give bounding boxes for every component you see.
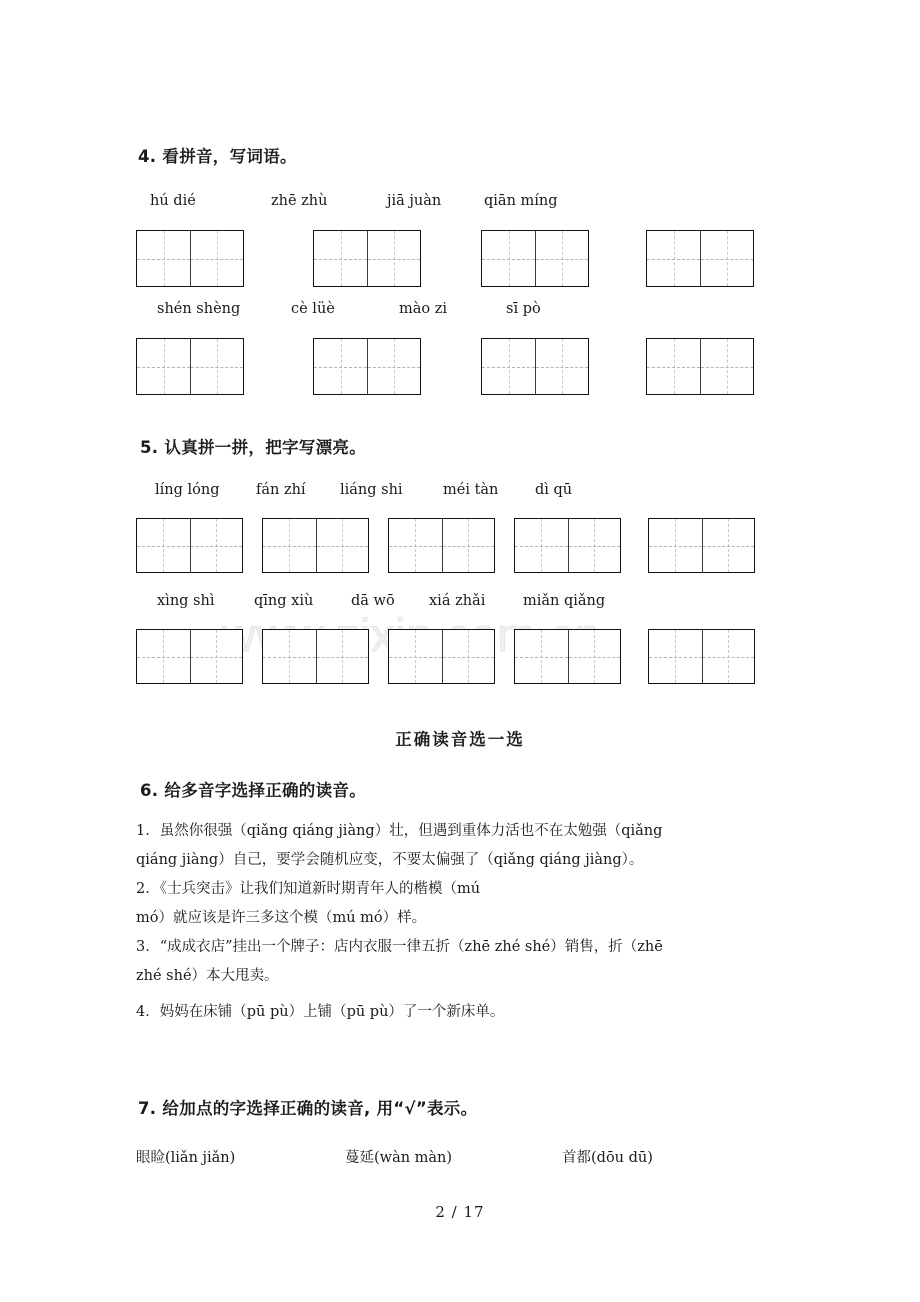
- grid-cell[interactable]: [367, 339, 420, 394]
- writing-grid[interactable]: [262, 518, 369, 573]
- writing-grid[interactable]: [648, 518, 755, 573]
- pinyin-label: cè lüè: [291, 301, 335, 317]
- grid-cell[interactable]: [314, 231, 367, 286]
- grid-cell[interactable]: [515, 630, 568, 683]
- grid-cell[interactable]: [515, 519, 568, 572]
- grid-cell[interactable]: [702, 630, 755, 683]
- grid-cell[interactable]: [316, 630, 369, 683]
- writing-grid[interactable]: [646, 230, 754, 287]
- question-6-heading: 6. 给多音字选择正确的读音。: [140, 781, 366, 800]
- grid-cell[interactable]: [263, 519, 316, 572]
- grid-cell[interactable]: [314, 339, 367, 394]
- pinyin-label: shén shèng: [157, 301, 241, 317]
- pinyin-label: dì qū: [535, 482, 573, 498]
- grid-cell[interactable]: [649, 630, 702, 683]
- grid-cell[interactable]: [190, 519, 243, 572]
- pinyin-row-4-1: [0, 193, 920, 215]
- question-7-item[interactable]: 首都(dōu dū): [562, 1150, 653, 1166]
- question-5-heading: 5. 认真拼一拼，把字写漂亮。: [140, 438, 366, 457]
- grid-cell[interactable]: [700, 231, 753, 286]
- pinyin-row-5-1: [0, 482, 920, 504]
- pinyin-label: hú dié: [150, 193, 196, 209]
- grid-cell[interactable]: [389, 519, 442, 572]
- grid-cell[interactable]: [649, 519, 702, 572]
- grid-cell[interactable]: [702, 519, 755, 572]
- grid-cell[interactable]: [190, 339, 243, 394]
- writing-grid[interactable]: [481, 230, 589, 287]
- pinyin-label: liáng shi: [340, 482, 403, 498]
- pinyin-label: jiā juàn: [387, 193, 442, 209]
- pinyin-label: mào zi: [399, 301, 448, 317]
- grid-cell[interactable]: [137, 630, 190, 683]
- grid-cell[interactable]: [190, 231, 243, 286]
- question-6-line: 3．“成成衣店”挂出一个牌子：店内衣服一律五折（zhē zhé shé）销售，折（zhē: [136, 939, 663, 955]
- question-6-line: 2．《士兵突击》让我们知道新时期青年人的楷模（mú: [136, 881, 481, 897]
- writing-grid[interactable]: [388, 518, 495, 573]
- section-banner-title: 正确读音选一选: [395, 730, 525, 749]
- grid-cell[interactable]: [647, 339, 700, 394]
- pinyin-row-4-2: [0, 301, 920, 323]
- pinyin-row-5-2: [0, 593, 920, 615]
- writing-grid[interactable]: [646, 338, 754, 395]
- grid-cell[interactable]: [389, 630, 442, 683]
- writing-grid[interactable]: [136, 518, 243, 573]
- grid-cell[interactable]: [316, 519, 369, 572]
- question-7-items: [0, 1146, 920, 1170]
- pinyin-label: xìng shì: [157, 593, 215, 609]
- grid-cell[interactable]: [190, 630, 243, 683]
- question-6-line: 1．虽然你很强（qiǎng qiáng jiàng）壮，但遇到重体力活也不在太勉强（qiǎng: [136, 823, 663, 839]
- writing-grid[interactable]: [514, 629, 621, 684]
- grid-cell[interactable]: [137, 519, 190, 572]
- question-6-line: 4．妈妈在床铺（pū pù）上铺（pū pù）了一个新床单。: [136, 1004, 505, 1020]
- writing-grid[interactable]: [313, 230, 421, 287]
- writing-grid[interactable]: [136, 230, 244, 287]
- pinyin-label: líng lóng: [155, 482, 220, 498]
- pinyin-label: qiān míng: [484, 193, 558, 209]
- grid-cell[interactable]: [700, 339, 753, 394]
- writing-grid[interactable]: [481, 338, 589, 395]
- question-7-heading: 7. 给加点的字选择正确的读音, 用“√”表示。: [138, 1099, 478, 1118]
- grid-row-5-1: [0, 518, 920, 574]
- grid-cell[interactable]: [568, 630, 621, 683]
- pinyin-label: xiá zhǎi: [429, 593, 486, 609]
- grid-cell[interactable]: [442, 519, 495, 572]
- question-6-line: qiáng jiàng）自己，要学会随机应变，不要太偏强了（qiǎng qiáng jiàng）。: [136, 852, 644, 868]
- writing-grid[interactable]: [136, 338, 244, 395]
- pinyin-label: sī pò: [506, 301, 541, 317]
- pinyin-label: qīng xiù: [254, 593, 314, 609]
- grid-cell[interactable]: [263, 630, 316, 683]
- pinyin-label: fán zhí: [256, 482, 306, 498]
- pinyin-label: méi tàn: [443, 482, 499, 498]
- question-7-item[interactable]: 眼睑(liǎn jiǎn): [136, 1150, 236, 1166]
- grid-row-4-2: [0, 338, 920, 396]
- grid-cell[interactable]: [442, 630, 495, 683]
- writing-grid[interactable]: [313, 338, 421, 395]
- writing-grid[interactable]: [514, 518, 621, 573]
- grid-cell[interactable]: [137, 339, 190, 394]
- pinyin-label: zhē zhù: [271, 193, 328, 209]
- pinyin-label: dā wō: [351, 593, 395, 609]
- grid-cell[interactable]: [482, 231, 535, 286]
- grid-cell[interactable]: [137, 231, 190, 286]
- grid-cell[interactable]: [535, 231, 588, 286]
- pinyin-label: miǎn qiǎng: [523, 593, 606, 609]
- grid-cell[interactable]: [535, 339, 588, 394]
- question-4-heading: 4. 看拼音，写词语。: [138, 147, 297, 166]
- question-6-line: zhé shé）本大甩卖。: [136, 968, 279, 984]
- question-7-item[interactable]: 蔓延(wàn màn): [345, 1150, 453, 1166]
- writing-grid[interactable]: [262, 629, 369, 684]
- grid-row-4-1: [0, 230, 920, 288]
- writing-grid[interactable]: [388, 629, 495, 684]
- grid-row-5-2: [0, 629, 920, 685]
- grid-cell[interactable]: [482, 339, 535, 394]
- grid-cell[interactable]: [568, 519, 621, 572]
- grid-cell[interactable]: [367, 231, 420, 286]
- writing-grid[interactable]: [136, 629, 243, 684]
- grid-cell[interactable]: [647, 231, 700, 286]
- page-number: 2 / 17: [435, 1203, 485, 1221]
- question-6-line: mó）就应该是许三多这个模（mú mó）样。: [136, 910, 427, 926]
- writing-grid[interactable]: [648, 629, 755, 684]
